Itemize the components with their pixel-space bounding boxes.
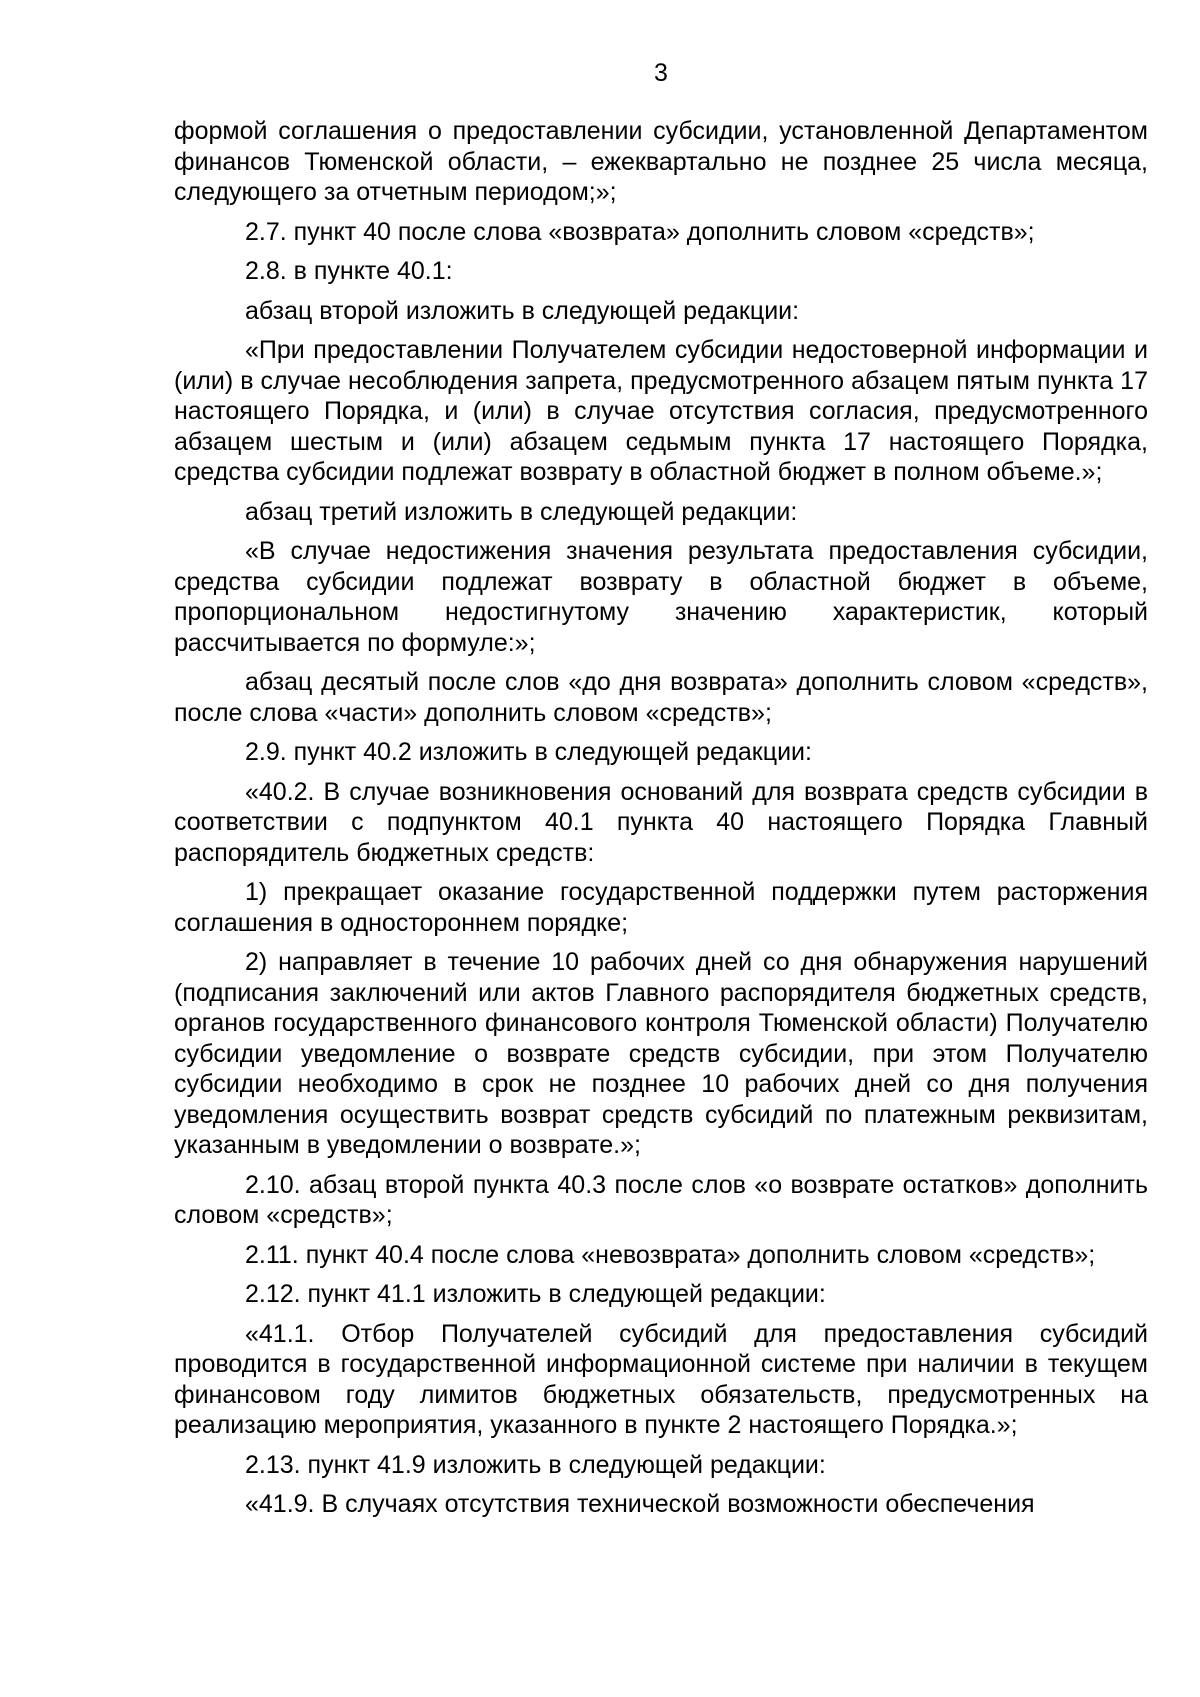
paragraph: абзац третий изложить в следующей редакции: <box>245 497 798 526</box>
paragraph: 2.13. пункт 41.9 изложить в следующей редакции: <box>245 1450 826 1479</box>
paragraph: «В случае недостижения значения результата предоставления субсидии, средства субсидии подлежат возврату в областной бюджет в объеме, пропорциональном недостигнутому значению характеристик, который рассчитывается по формуле:»; <box>174 537 1148 657</box>
paragraph: абзац десятый после слов «до дня возврата» дополнить словом «средств», после слова «части» дополнить словом «средств»; <box>174 668 1148 727</box>
paragraph: 2.9. пункт 40.2 изложить в следующей редакции: <box>245 738 812 766</box>
paragraph: «41.9. В случаях отсутствия технической возможности обеспечения <box>245 1490 1035 1518</box>
paragraph: «41.1. Отбор Получателей субсидий для предоставления субсидий проводится в государственной информационной системе при наличии в текущем финансовом году лимитов бюджетных обязательств, предусмотренных на реализацию мероприятия, указанного в пункте 2 настоящего Порядка.»; <box>174 1319 1148 1439</box>
paragraph: 2.8. в пункте 40.1: <box>245 257 453 285</box>
paragraph: 2.7. пункт 40 после слова «возврата» дополнить словом «средств»; <box>245 217 1035 246</box>
paragraph: 2.11. пункт 40.4 после слова «невозврата» дополнить словом «средств»; <box>245 1240 1096 1269</box>
paragraph: 2.10. абзац второй пункта 40.3 после слов «о возврате остатков» дополнить словом «средств»; <box>174 1170 1148 1229</box>
document-body <box>174 116 1148 1529</box>
paragraph: формой соглашения о предоставлении субсидии, установленной Департаментом финансов Тюменской области, – ежеквартально не позднее 25 числа месяца, следующего за отчетным периодом;»; <box>174 117 1148 206</box>
paragraph: 2.12. пункт 41.1 изложить в следующей редакции: <box>245 1280 826 1308</box>
paragraph: «40.2. В случае возникновения оснований для возврата средств субсидии в соответствии с подпунктом 40.1 пункта 40 настоящего Порядка Главный распорядитель бюджетных средств: <box>174 777 1148 867</box>
paragraph: абзац второй изложить в следующей редакции: <box>245 296 800 325</box>
page-number: 3 <box>654 59 668 87</box>
paragraph: «При предоставлении Получателем субсидии недостоверной информации и (или) в случае несоблюдения запрета, предусмотренного абзацем пятым пункта 17 настоящего Порядка, и (или) в случае отсутствия согласия, предусмотренного абзацем шестым и (или) абзацем седьмым пункта 17 настоящего Порядка, средства субсидии подлежат возврату в областной бюджет в полном объеме.»; <box>174 336 1148 486</box>
paragraph: 1) прекращает оказание государственной поддержки путем расторжения соглашения в одностороннем порядке; <box>174 878 1148 937</box>
paragraph: 2) направляет в течение 10 рабочих дней со дня обнаружения нарушений (подписания заключений или актов Главного распорядителя бюджетных средств, органов государственного финансового контроля Тюменской области) Получателю субсидии уведомление о возврате средств субсидии, при этом Получателю субсидии необходимо в срок не позднее 10 рабочих дней со дня получения уведомления осуществить возврат средств субсидий по платежным реквизитам, указанным в уведомлении о возврате.»; <box>174 948 1148 1159</box>
